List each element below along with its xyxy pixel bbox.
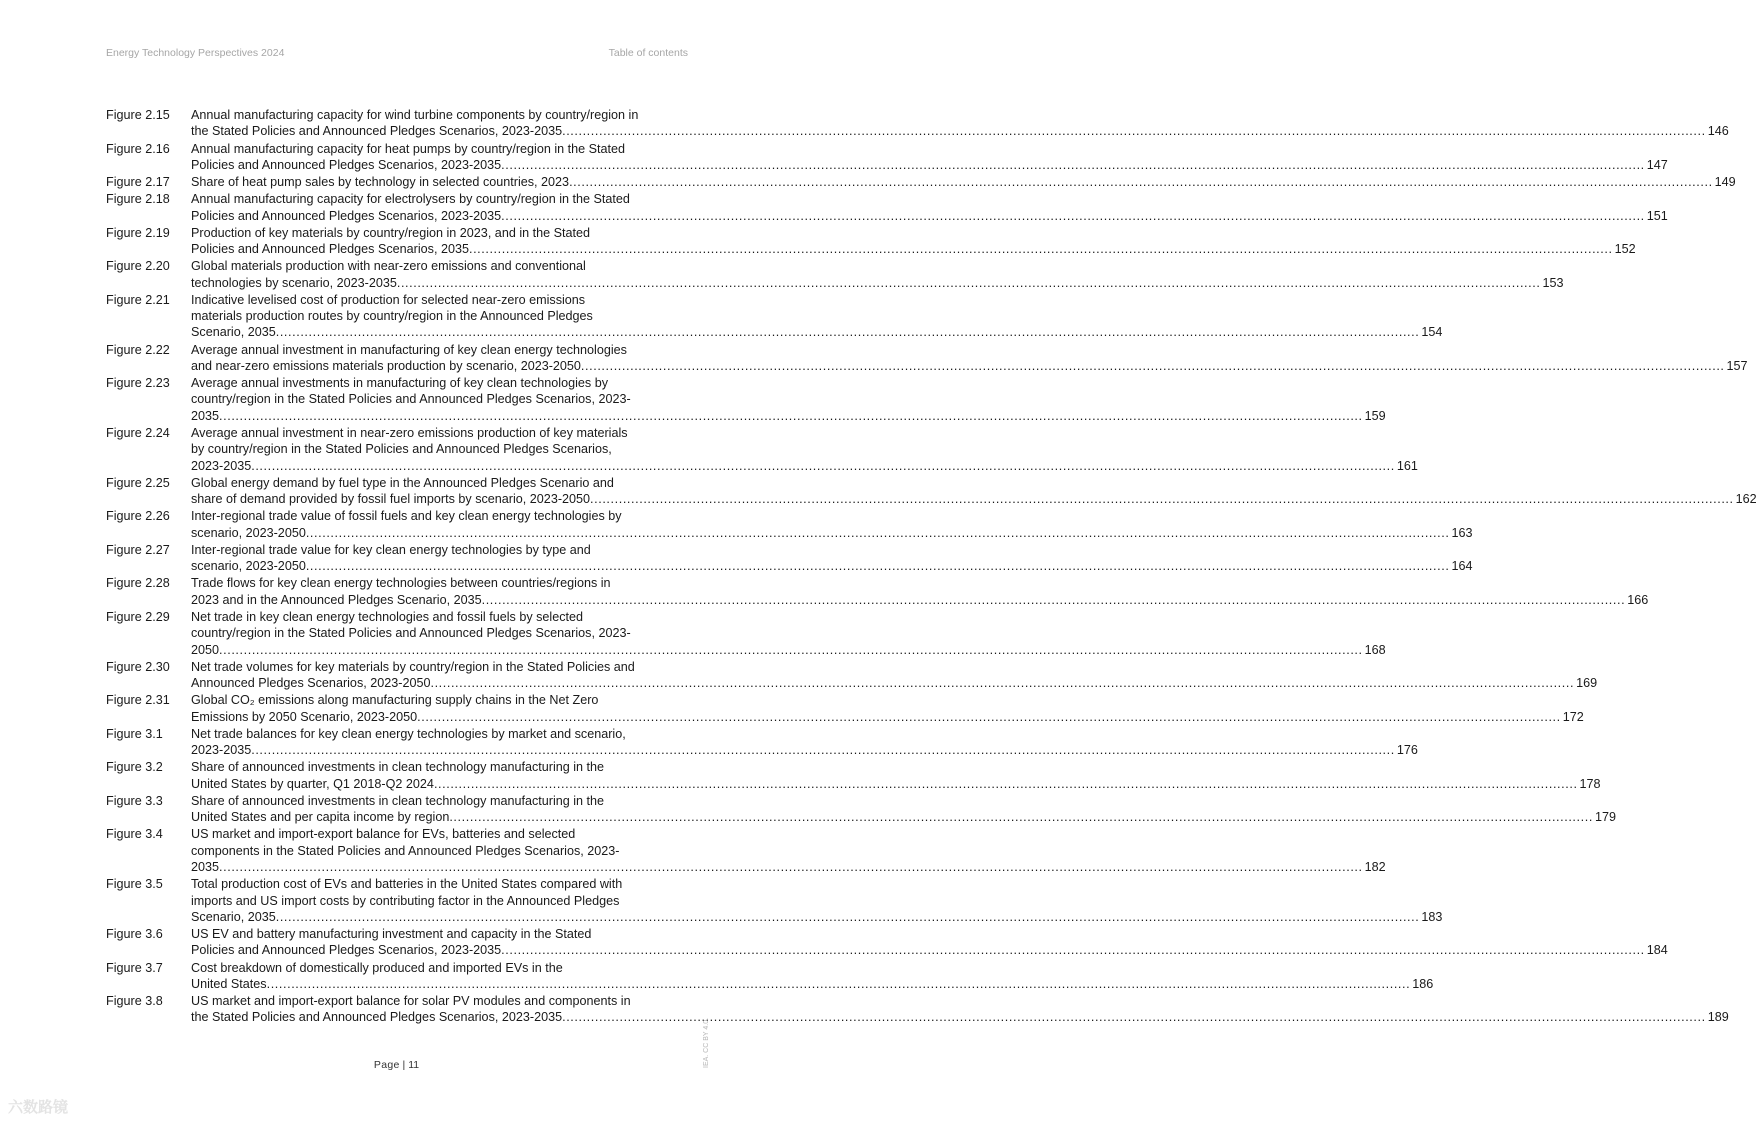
figure-number: Figure 2.24 [106, 425, 170, 440]
caption-text: Production of key materials by country/region in 2023, and in the Stated [191, 225, 591, 240]
page-reference[interactable]: 147 [1646, 157, 1668, 172]
figure-number: Figure 2.30 [106, 659, 170, 674]
toc-entry[interactable] [106, 793, 1616, 826]
caption-text: Emissions by 2050 Scenario, 2023-2050 [191, 709, 418, 724]
figure-caption [191, 960, 1433, 993]
dot-leader [417, 709, 1561, 725]
caption-text: Share of heat pump sales by technology in selected countries, 2023 [191, 175, 570, 189]
toc-entry[interactable] [106, 659, 1598, 692]
toc-entry[interactable] [106, 726, 1418, 759]
dot-leader [430, 675, 1574, 691]
caption-line [191, 157, 1668, 173]
caption-text: the Stated Policies and Announced Pledges Scenarios, 2023-2035 [191, 124, 563, 139]
caption-line [191, 809, 1616, 825]
caption-text: Average annual investments in manufacturing of key clean technologies by [191, 376, 609, 390]
caption-line [191, 475, 1757, 491]
dot-leader [251, 458, 1395, 474]
toc-entry[interactable] [106, 960, 1434, 993]
figure-caption [191, 141, 1668, 174]
caption-text: Scenario, 2035 [191, 325, 276, 340]
caption-text: Global CO₂ emissions along manufacturing supply chains in the Net Zero [191, 693, 599, 708]
caption-text: United States by quarter, Q1 2018-Q2 2024 [191, 776, 434, 791]
page-reference[interactable]: 178 [1579, 776, 1601, 791]
figure-number: Figure 3.6 [106, 927, 163, 942]
figure-number: Figure 3.3 [106, 793, 163, 808]
figure-caption [191, 659, 1597, 692]
page-reference[interactable]: 179 [1594, 810, 1616, 825]
caption-line [191, 942, 1668, 958]
caption-text: United States [191, 976, 267, 991]
dot-leader [569, 174, 1713, 190]
figure-caption [191, 225, 1636, 258]
caption-line [191, 675, 1597, 691]
figure-number: Figure 3.5 [106, 877, 163, 892]
dot-leader [306, 558, 1450, 574]
caption-line [191, 308, 1442, 324]
caption-text: 2050 [191, 642, 220, 657]
dot-leader [267, 976, 1411, 992]
caption-line [191, 976, 1433, 992]
page-reference[interactable]: 151 [1646, 208, 1668, 223]
caption-line [191, 107, 1729, 123]
figure-caption [191, 292, 1442, 341]
figure-number: Figure 3.8 [106, 994, 163, 1009]
figure-number: Figure 2.18 [106, 192, 170, 207]
caption-text: Global materials production with near-zero emissions and conventional [191, 259, 586, 274]
caption-line [191, 225, 1636, 241]
caption-text: by country/region in the Stated Policies and Announced Pledges Scenarios, [191, 442, 612, 457]
toc-entry[interactable] [106, 826, 1386, 875]
figure-caption [191, 793, 1616, 826]
caption-text: Indicative levelised cost of production for selected near-zero emissions [191, 292, 586, 307]
caption-line [191, 458, 1418, 474]
caption-line [191, 592, 1648, 608]
caption-text: Cost breakdown of domestically produced and imported EVs in the [191, 960, 563, 975]
figure-caption [191, 475, 1757, 508]
figure-caption [191, 876, 1442, 925]
dot-leader [434, 776, 1578, 792]
figure-number: Figure 2.16 [106, 141, 170, 156]
page-reference[interactable]: 146 [1707, 124, 1729, 139]
caption-line [191, 742, 1418, 758]
figure-number: Figure 2.23 [106, 376, 170, 390]
caption-line [191, 342, 1748, 358]
caption-line [191, 625, 1386, 641]
caption-text: US market and import-export balance for EVs, batteries and selected [191, 827, 576, 842]
caption-text: 2023-2035 [191, 458, 252, 473]
toc-entry[interactable] [106, 375, 1386, 424]
caption-text: Net trade balances for key clean energy technologies by market and scenario, [191, 726, 626, 741]
caption-line [191, 375, 1386, 391]
caption-text: Policies and Announced Pledges Scenarios, 2035 [191, 242, 469, 256]
figure-caption [191, 692, 1584, 725]
figure-caption [191, 726, 1418, 759]
figure-number: Figure 2.28 [106, 576, 170, 591]
caption-text: Inter-regional trade value of fossil fuels and key clean energy technologies by [191, 509, 622, 524]
page-separator: | [402, 1059, 406, 1071]
caption-line [191, 324, 1442, 340]
figure-number: Figure 3.2 [106, 760, 163, 775]
caption-line [191, 726, 1418, 742]
dot-leader [219, 859, 1363, 875]
toc-entry[interactable] [106, 692, 1584, 725]
figure-caption [191, 609, 1386, 658]
dot-leader [469, 241, 1613, 257]
caption-text: United States and per capita income by region [191, 810, 450, 825]
figure-number: Figure 2.15 [106, 108, 170, 122]
figure-number: Figure 2.27 [106, 542, 170, 557]
figure-caption [191, 174, 1736, 190]
page-reference[interactable]: 154 [1421, 325, 1443, 340]
caption-text: share of demand provided by fossil fuel imports by scenario, 2023-2050 [191, 492, 591, 507]
caption-text: Policies and Announced Pledges Scenarios, 2023-2035 [191, 208, 502, 223]
caption-line [191, 525, 1472, 541]
caption-text: Scenario, 2035 [191, 909, 276, 924]
caption-text: Annual manufacturing capacity for wind turbine components by country/region in [191, 108, 639, 122]
caption-text: Average annual investment in near-zero emissions production of key materials [191, 425, 628, 440]
caption-line [191, 960, 1433, 976]
caption-text: components in the Stated Policies and Announced Pledges Scenarios, 2023- [191, 843, 620, 858]
dot-leader [219, 408, 1363, 424]
caption-line [191, 859, 1386, 875]
caption-text: Annual manufacturing capacity for heat pumps by country/region in the Stated [191, 141, 626, 156]
caption-text: 2035 [191, 408, 220, 423]
dot-leader [276, 909, 1420, 925]
page-reference[interactable]: 184 [1646, 943, 1668, 958]
dot-leader [581, 358, 1725, 374]
caption-line [191, 275, 1563, 291]
figure-number: Figure 2.31 [106, 693, 170, 708]
caption-text: Annual manufacturing capacity for electrolysers by country/region in the Stated [191, 192, 630, 207]
dot-leader [482, 592, 1626, 608]
page-number: 11 [408, 1059, 420, 1071]
caption-line [191, 208, 1668, 224]
dot-leader [449, 809, 1593, 825]
caption-text: technologies by scenario, 2023-2035 [191, 275, 397, 290]
caption-line [191, 993, 1729, 1009]
caption-text: Share of announced investments in clean technology manufacturing in the [191, 793, 605, 808]
figure-caption [191, 575, 1648, 608]
page-reference[interactable]: 168 [1364, 642, 1386, 657]
toc-entry[interactable] [106, 542, 1473, 575]
figure-caption [191, 508, 1472, 541]
caption-line [191, 258, 1563, 274]
page-reference[interactable]: 176 [1396, 743, 1418, 758]
dot-leader [562, 1009, 1706, 1025]
caption-line [191, 123, 1729, 139]
toc-entry[interactable] [106, 292, 1443, 341]
page-reference[interactable]: 166 [1627, 592, 1649, 607]
caption-text: Average annual investment in manufacturing of key clean energy technologies [191, 342, 627, 357]
dot-leader [562, 123, 1706, 139]
figure-caption [191, 191, 1668, 224]
dot-leader [306, 525, 1450, 541]
toc-entry[interactable] [106, 258, 1564, 291]
caption-line [191, 1009, 1729, 1025]
caption-text: Share of announced investments in clean technology manufacturing in the [191, 760, 605, 775]
figure-caption [191, 759, 1601, 792]
figure-caption [191, 826, 1386, 875]
figure-number: Figure 2.19 [106, 225, 170, 240]
figure-number: Figure 3.1 [106, 726, 163, 741]
caption-line [191, 542, 1472, 558]
dot-leader [219, 642, 1363, 658]
page-reference[interactable]: 149 [1714, 175, 1736, 189]
toc-entry[interactable] [106, 876, 1443, 925]
figure-caption [191, 542, 1472, 575]
caption-text: scenario, 2023-2050 [191, 525, 306, 540]
caption-text: 2035 [191, 860, 220, 875]
caption-line [191, 408, 1386, 424]
caption-line [191, 759, 1601, 775]
caption-line [191, 174, 1736, 190]
figure-number: Figure 3.4 [106, 827, 163, 842]
caption-line [191, 776, 1601, 792]
caption-line [191, 709, 1584, 725]
figure-caption [191, 926, 1668, 959]
toc-entry[interactable] [106, 141, 1668, 174]
dot-leader [251, 742, 1395, 758]
caption-text: Inter-regional trade value for key clean energy technologies by type and [191, 542, 591, 557]
figure-number: Figure 2.17 [106, 175, 170, 189]
caption-line [191, 191, 1668, 207]
page-reference[interactable]: 189 [1707, 1010, 1729, 1025]
caption-line [191, 893, 1442, 909]
toc-entry[interactable] [106, 225, 1636, 258]
page-reference[interactable]: 163 [1451, 525, 1473, 540]
caption-text: Total production cost of EVs and batteries in the United States compared with [191, 877, 623, 892]
caption-text: country/region in the Stated Policies and Announced Pledges Scenarios, 2023- [191, 626, 631, 641]
toc-entry[interactable] [106, 191, 1668, 224]
toc-entry[interactable] [106, 508, 1473, 541]
page-reference[interactable]: 164 [1451, 559, 1473, 574]
caption-text: Net trade volumes for key materials by country/region in the Stated Policies and [191, 659, 635, 674]
caption-text: Trade flows for key clean energy technologies between countries/regions in [191, 576, 611, 591]
caption-text: materials production routes by country/region in the Announced Pledges [191, 309, 593, 323]
dot-leader [276, 324, 1420, 340]
figure-number: Figure 3.7 [106, 960, 163, 975]
page-footer [0, 1059, 793, 1071]
caption-text: 2023 and in the Announced Pledges Scenario, 2035 [191, 592, 482, 607]
figure-caption [191, 425, 1418, 474]
header-report-title: Energy Technology Perspectives 2024 [106, 47, 285, 59]
dot-leader [501, 942, 1645, 958]
dot-leader [590, 491, 1734, 507]
caption-line [191, 793, 1616, 809]
caption-text: the Stated Policies and Announced Pledges Scenarios, 2023-2035 [191, 1010, 563, 1025]
figure-caption [191, 107, 1729, 140]
page-reference[interactable]: 172 [1562, 709, 1584, 724]
page-reference[interactable]: 161 [1396, 458, 1418, 473]
caption-line [191, 358, 1748, 374]
figure-caption [191, 993, 1729, 1026]
toc-entry[interactable] [106, 993, 1729, 1026]
dot-leader [501, 157, 1645, 173]
caption-line [191, 909, 1442, 925]
page-reference[interactable]: 159 [1364, 408, 1386, 423]
caption-line [191, 491, 1757, 507]
figure-caption [191, 342, 1748, 375]
caption-text: Policies and Announced Pledges Scenarios, 2023-2035 [191, 943, 502, 958]
caption-line [191, 926, 1668, 942]
caption-text: scenario, 2023-2050 [191, 559, 306, 574]
page-reference[interactable]: 162 [1735, 492, 1757, 507]
figure-caption [191, 375, 1386, 424]
watermark: 六数路镜 [8, 1099, 69, 1116]
caption-text: imports and US import costs by contributing factor in the Announced Pledges [191, 893, 620, 908]
toc-entry[interactable] [106, 174, 1736, 190]
figure-number: Figure 2.20 [106, 259, 170, 274]
caption-line [191, 642, 1386, 658]
caption-text: US market and import-export balance for solar PV modules and components in [191, 994, 631, 1009]
caption-text: 2023-2035 [191, 743, 252, 758]
toc-entry[interactable] [106, 342, 1748, 375]
figure-number: Figure 2.26 [106, 509, 170, 524]
caption-line [191, 575, 1648, 591]
caption-line [191, 292, 1442, 308]
caption-text: and near-zero emissions materials production by scenario, 2023-2050 [191, 358, 581, 373]
toc-entry[interactable] [106, 475, 1757, 508]
dot-leader [397, 275, 1541, 291]
caption-line [191, 141, 1668, 157]
caption-text: Announced Pledges Scenarios, 2023-2050 [191, 676, 431, 691]
figure-number: Figure 2.25 [106, 475, 170, 490]
page-reference[interactable]: 186 [1412, 976, 1434, 991]
page-reference[interactable]: 169 [1576, 676, 1598, 691]
caption-line [191, 508, 1472, 524]
toc-entry[interactable] [106, 425, 1418, 474]
toc-entry[interactable] [106, 759, 1601, 792]
caption-text: US EV and battery manufacturing investment and capacity in the Stated [191, 927, 592, 942]
page-reference[interactable]: 152 [1614, 242, 1636, 256]
page-reference[interactable]: 153 [1542, 275, 1564, 290]
caption-line [191, 659, 1597, 675]
caption-line [191, 425, 1418, 441]
page-label: Page [373, 1059, 400, 1071]
caption-text: Policies and Announced Pledges Scenarios, 2023-2035 [191, 157, 502, 172]
page-reference[interactable]: 182 [1364, 860, 1386, 875]
caption-line [191, 843, 1386, 859]
caption-text: Global energy demand by fuel type in the Announced Pledges Scenario and [191, 475, 614, 490]
caption-line [191, 826, 1386, 842]
figure-number: Figure 2.21 [106, 292, 170, 307]
figure-number: Figure 2.29 [106, 609, 170, 624]
dot-leader [501, 208, 1645, 224]
caption-line [191, 609, 1386, 625]
page-reference[interactable]: 183 [1421, 909, 1443, 924]
caption-line [191, 558, 1472, 574]
caption-line [191, 391, 1386, 407]
toc-entry[interactable] [106, 107, 1729, 140]
page-reference[interactable]: 157 [1726, 358, 1748, 373]
caption-text: country/region in the Stated Policies and Announced Pledges Scenarios, 2023- [191, 392, 631, 407]
caption-line [191, 241, 1636, 257]
caption-line [191, 692, 1584, 708]
caption-line [191, 441, 1418, 457]
license-note: IEA. CC BY 4.0. [703, 1017, 710, 1068]
figure-caption [191, 258, 1563, 291]
caption-line [191, 876, 1442, 892]
figure-number: Figure 2.22 [106, 342, 170, 357]
toc-entry[interactable] [106, 609, 1386, 658]
toc-entry[interactable] [106, 926, 1668, 959]
toc-entry[interactable] [106, 575, 1649, 608]
header-section-title[interactable]: Table of contents [608, 47, 688, 59]
table-of-contents-list [106, 107, 1757, 1027]
caption-text: Net trade in key clean energy technologies and fossil fuels by selected [191, 609, 584, 624]
